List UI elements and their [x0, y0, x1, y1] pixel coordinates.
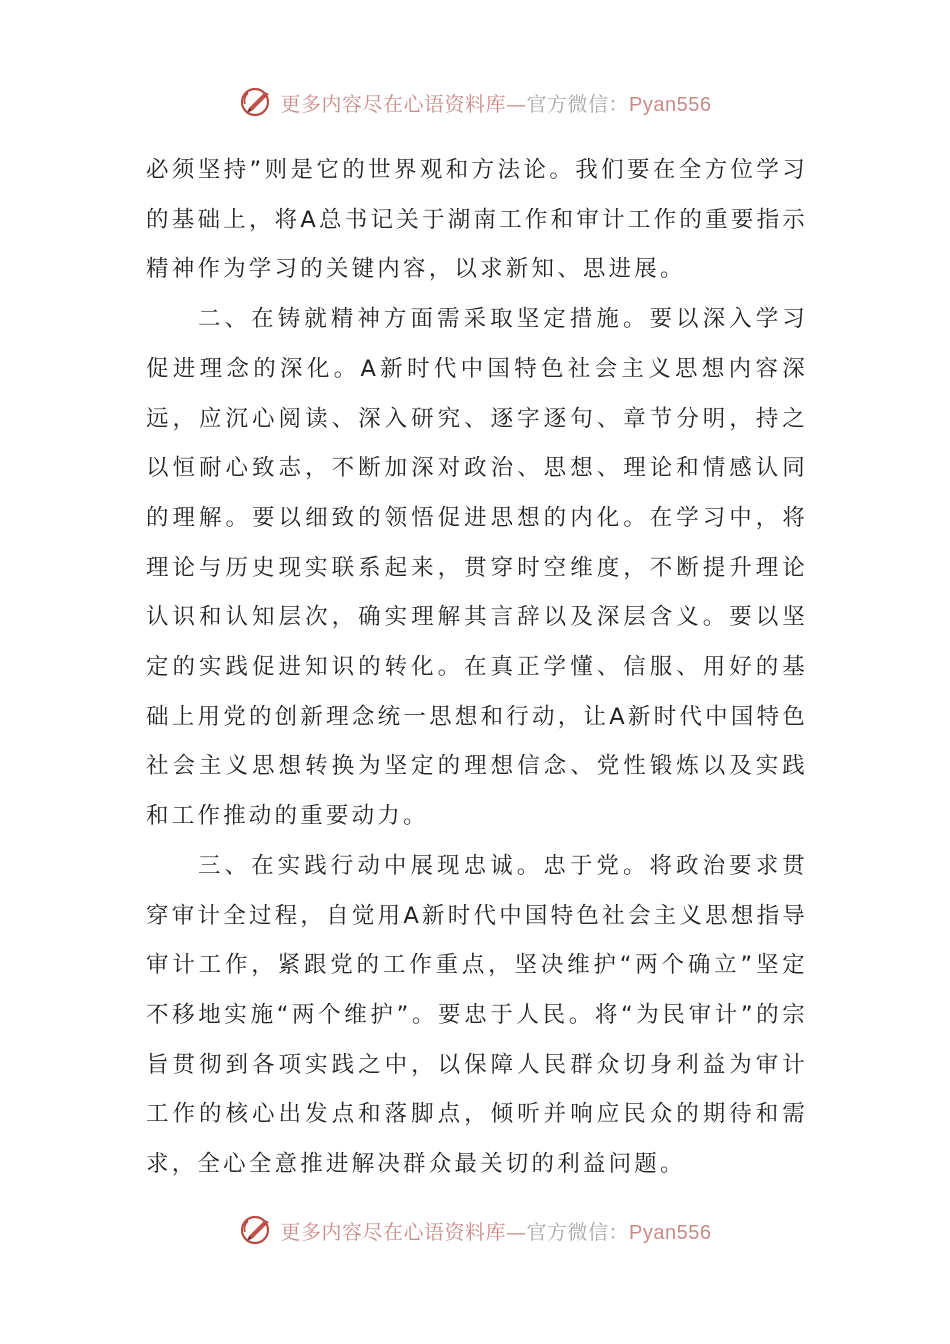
header-separator: — — [506, 91, 527, 116]
document-body — [146, 146, 808, 1190]
header-wechat-label: 官方微信： — [526, 91, 630, 116]
paragraph-2: 二、在铸就精神方面需采取坚定措施。要以深入学习促进理念的深化。A新时代中国特色社会主义思想内容深远，应沉心阅读、深入研究、逐字逐句、章节分明，持之以恒耐心致志，不断加深对政治、思想、理论和情感认同的理解。要以细致的领悟促进思想的内化。在学习中，将理论与历史现实联系起来，贯穿时空维度，不断提升理论认识和认知层次，确实理解其言辞以及深层含义。要以坚定的实践促进知识的转化。在真正学懂、信服、用好的基础上用党的创新理念统一思想和行动，让A新时代中国特色社会主义思想转换为坚定的理想信念、党性锻炼以及实践和工作推动的重要动力。 — [146, 306, 808, 830]
footer-banner — [0, 1210, 950, 1250]
footer-separator: — — [506, 1219, 527, 1244]
header-banner — [0, 82, 950, 122]
paragraph-3: 三、在实践行动中展现忠诚。忠于党。将政治要求贯穿审计全过程，自觉用A新时代中国特色社会主义思想指导审计工作，紧跟党的工作重点，坚决维护“两个确立”坚定不移地实施“两个维护”。要忠于人民。将“为民审计”的宗旨贯彻到各项实践之中，以保障人民群众切身利益为审计工作的核心出发点和落脚点，倾听并响应民众的期待和需求，全心全意推进解决群众最关切的利益问题。 — [146, 852, 808, 1178]
pen-logo-icon — [239, 1212, 275, 1248]
pen-logo-icon — [239, 84, 275, 120]
footer-library-text: 更多内容尽在心语资料库 — [280, 1219, 507, 1244]
footer-banner-text — [281, 1216, 712, 1245]
footer-wechat-id: Pyan556 — [629, 1221, 712, 1244]
paragraph-1: 必须坚持”则是它的世界观和方法论。我们要在全方位学习的基础上，将A总书记关于湖南工作和审计工作的重要指示精神作为学习的关键内容，以求新知、思进展。 — [146, 157, 808, 283]
header-library-text: 更多内容尽在心语资料库 — [280, 91, 507, 116]
header-wechat-id: Pyan556 — [629, 93, 712, 116]
footer-wechat-label: 官方微信： — [526, 1219, 630, 1244]
header-banner-text — [281, 88, 712, 117]
